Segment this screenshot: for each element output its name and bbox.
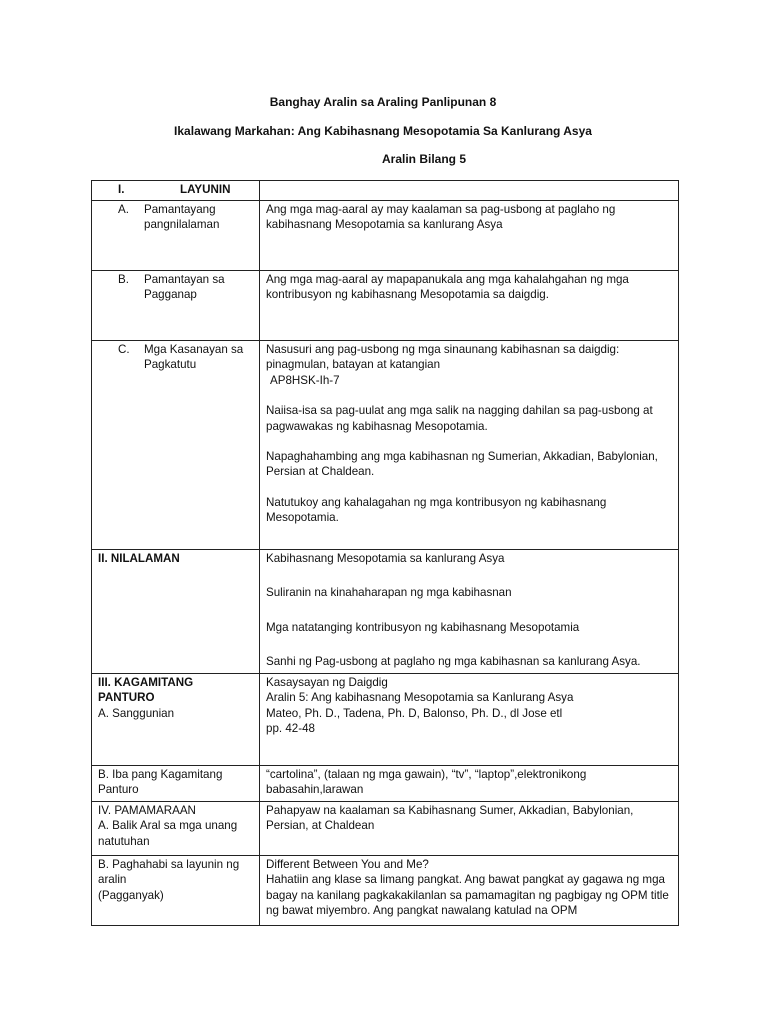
lesson-plan-table: [91, 180, 679, 926]
table-row: [92, 550, 679, 674]
item-marker: B.: [118, 273, 129, 286]
pagganap-label: Pamantayan sa Pagganap: [144, 273, 225, 302]
document-title: Banghay Aralin sa Araling Panlipunan 8: [269, 95, 497, 109]
balik-aral-label: A. Balik Aral sa mga unang natutuhan: [98, 819, 238, 848]
table-row: [92, 856, 679, 926]
layunin-content-cell: [260, 181, 679, 201]
reference-line-3: Mateo, Ph. D., Tadena, Ph. D, Balonso, Ph. D., dl Jose etl: [266, 706, 563, 720]
layunin-label-cell: [92, 181, 260, 201]
layunin-heading: LAYUNIN: [180, 183, 231, 196]
nilalaman-label: II. NILALAMAN: [92, 550, 260, 674]
activity-description: Hahatiin ang klase sa limang pangkat. Ang bawat pangkat ay gagawa ng mga bagay na kanilang pagkakakilanlan sa pamamagitan ng pagbigay ng OPM title ng bawat miyembro. Ang pangkat nawalang katulad na OPM: [266, 873, 669, 918]
table-row: [92, 271, 679, 341]
reference-line-2: Aralin 5: Ang kabihasnang Mesopotamia sa Kanlurang Asya: [266, 691, 574, 705]
iba-pang-kagamitan-label: B. Iba pang Kagamitang Panturo: [92, 766, 260, 802]
table-row: [92, 802, 679, 856]
iba-pang-kagamitan-content: “cartolina”, (talaan ng mga gawain), “tv”, “laptop”,elektronikong babasahin,larawan: [260, 766, 679, 802]
table-row: [92, 181, 679, 201]
kasanayan-label: Mga Kasanayan sa Pagkatutu: [144, 343, 244, 372]
table-row: [92, 766, 679, 802]
reference-line-1: Kasaysayan ng Daigdig: [266, 676, 388, 689]
nilalaman-item-1: Kabihasnang Mesopotamia sa kanlurang Asya: [266, 552, 505, 565]
table-row: [92, 341, 679, 550]
pamamaraan-heading: IV. PAMAMARAAN: [98, 804, 196, 817]
table-row: [92, 201, 679, 271]
kagamitan-label-cell: [92, 674, 260, 766]
competency-code: AP8HSK-Ih-7: [270, 373, 340, 387]
kagamitan-heading-2: PANTURO: [98, 691, 155, 705]
nilalaman-item-2: Suliranin na kinahaharapan ng mga kabihasnan: [266, 586, 512, 600]
pamantayang-label: Pamantayang pangnilalaman: [144, 203, 220, 232]
balik-aral-content: Pahapyaw na kaalaman sa Kabihasnang Sumer, Akkadian, Babylonian, Persian, at Chaldean: [260, 802, 679, 856]
lesson-number: Aralin Bilang 5: [381, 152, 467, 166]
nilalaman-item-3: Mga natatanging kontribusyon ng kabihasnang Mesopotamia: [266, 620, 580, 634]
kagamitan-heading: III. KAGAMITANG: [98, 676, 194, 689]
sanggunian-label: A. Sanggunian: [98, 706, 175, 720]
paghahabi-content-cell: [260, 856, 679, 926]
pamamaraan-label-cell: [92, 802, 260, 856]
section-number: I.: [118, 183, 125, 196]
kasanayan-paragraph-2: Naiisa-isa sa pag-uulat ang mga salik na nagging dahilan sa pag-usbong at pagwawakas ng kabihasnag Mesopotamia.: [266, 404, 653, 433]
activity-title: Different Between You and Me?: [266, 858, 429, 871]
item-marker: A.: [118, 203, 129, 216]
kasanayan-label-cell: [92, 341, 260, 550]
kasanayan-paragraph-1: Nasusuri ang pag-usbong ng mga sinaunang kabihasnan sa daigdig: pinagmulan, batayan at katangian: [266, 343, 620, 372]
kasanayan-paragraph-4: Natutukoy ang kahalagahan ng mga kontribusyon ng kabihasnang Mesopotamia.: [266, 495, 607, 525]
pamantayang-content: Ang mga mag-aaral ay may kaalaman sa pag-usbong at paglaho ng kabihasnang Mesopotamia sa kanlurang Asya: [260, 201, 679, 271]
table-row: [92, 674, 679, 766]
nilalaman-item-4: Sanhi ng Pag-usbong at paglaho ng mga kabihasnan sa kanlurang Asya.: [266, 655, 641, 669]
kasanayan-paragraph-3: Napaghahambing ang mga kabihasnan ng Sumerian, Akkadian, Babylonian, Persian at Chaldean.: [266, 450, 658, 479]
item-marker: C.: [118, 343, 130, 356]
kasanayan-content-cell: [260, 341, 679, 550]
document-subtitle: Ikalawang Markahan: Ang Kabihasnang Mesopotamia Sa Kanlurang Asya: [174, 124, 592, 138]
nilalaman-content-cell: [260, 550, 679, 674]
paghahabi-label: B. Paghahabi sa layunin ng aralin: [98, 858, 240, 887]
kagamitan-content-cell: [260, 674, 679, 766]
paghahabi-label-cell: [92, 856, 260, 926]
pagganap-label-cell: [92, 271, 260, 341]
pagganyak-label: (Pagganyak): [98, 888, 164, 902]
pagganap-content: Ang mga mag-aaral ay mapapanukala ang mga kahalahgahan ng mga kontribusyon ng kabihasnang Mesopotamia sa daigdig.: [260, 271, 679, 341]
reference-line-4: pp. 42-48: [266, 722, 315, 736]
pamantayang-label-cell: [92, 201, 260, 271]
